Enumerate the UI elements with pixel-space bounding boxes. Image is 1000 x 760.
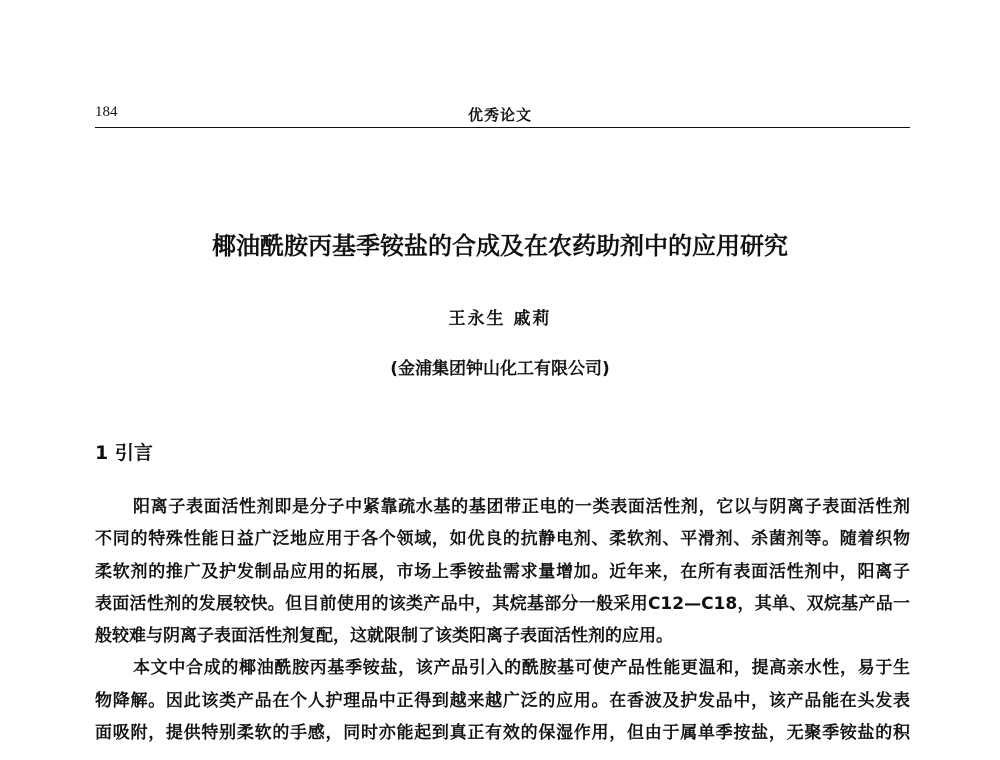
running-title: 优秀论文 <box>467 106 532 124</box>
text-line: 阳离子表面活性剂即是分子中紧靠疏水基的基团带正电的一类表面活性剂，它以与阴离子表面活性剂 <box>133 497 910 517</box>
affiliation: (金浦集团钟山化工有限公司) <box>390 359 610 379</box>
section-heading: 1 引言 <box>95 442 153 464</box>
article-title: 椰油酰胺丙基季铵盐的合成及在农药助剂中的应用研究 <box>212 232 788 260</box>
body-text <box>95 494 910 752</box>
text-line: 柔软剂的推广及护发制品应用的拓展，市场上季铵盐需求量增加。近年来，在所有表面活性剂中，阳离子 <box>95 561 910 582</box>
text-line: 面吸附，提供特别柔软的手感，同时亦能起到真正有效的保湿作用，但由于属单季按盐，无聚季铵盐的积 <box>95 723 910 744</box>
authors: 王永生 戚莉 <box>448 309 552 329</box>
text-line: 表面活性剂的发展较快。但目前使用的该类产品中，其烷基部分一般采用C12—C18，其单、双烷基产品一 <box>95 593 910 614</box>
text-line: 般较难与阴离子表面活性剂复配，这就限制了该类阳离子表面活性剂的应用。 <box>95 626 673 647</box>
page-number: 184 <box>95 104 118 120</box>
text-line: 不同的特殊性能日益广泛地应用于各个领域，如优良的抗静电剂、柔软剂、平滑剂、杀菌剂等。随着织物 <box>95 529 910 550</box>
text-line: 本文中合成的椰油酰胺丙基季铵盐，该产品引入的酰胺基可使产品性能更温和，提高亲水性，易于生 <box>133 658 910 679</box>
header-rule <box>95 127 910 128</box>
text-line: 物降解。因此该类产品在个人护理品中正得到越来越广泛的应用。在香波及护发品中，该产品能在头发表 <box>95 690 910 711</box>
